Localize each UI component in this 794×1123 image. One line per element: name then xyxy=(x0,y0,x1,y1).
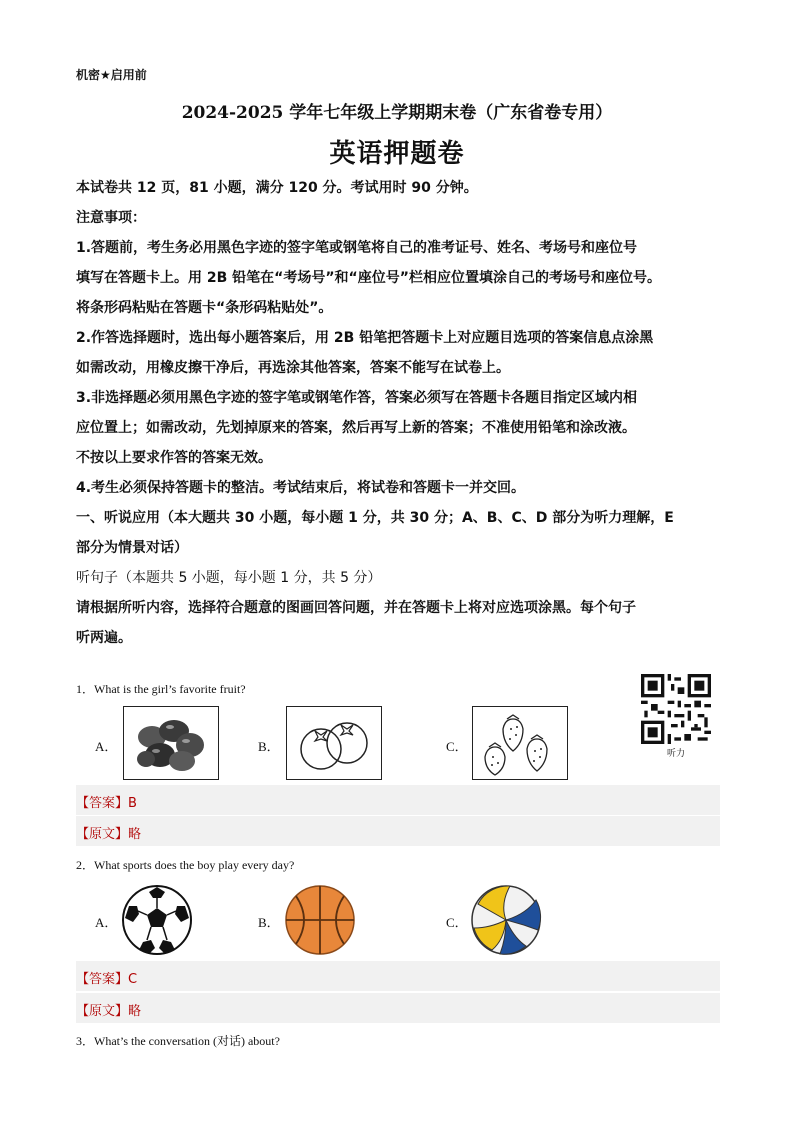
q1-option-c-label[interactable]: C． xyxy=(446,739,468,754)
q2-answer xyxy=(76,968,137,987)
strawberries-icon xyxy=(473,707,567,779)
note-3b: 应位置上；如需改动，先划掉原来的答案，然后再写上新的答案；不准使用铅笔和涂改液。 xyxy=(76,420,636,436)
original-label: 【原文】 xyxy=(76,827,129,842)
q1-option-b-image[interactable] xyxy=(286,706,382,780)
q2-original xyxy=(76,1000,141,1019)
q2-option-a-label[interactable]: A． xyxy=(95,915,118,930)
note-1c: 将条形码粘贴在答题卡“条形码粘贴处”。 xyxy=(76,300,333,316)
q1-option-a-image[interactable] xyxy=(123,706,219,780)
soccer-ball-icon[interactable] xyxy=(121,884,193,956)
q1-answer-band xyxy=(76,785,720,815)
original-value: 略 xyxy=(128,1004,142,1019)
original-label: 【原文】 xyxy=(76,1004,129,1019)
question-2-text: 2．What sports does the boy play every day? xyxy=(76,858,295,872)
note-1b: 填写在答题卡上。用 2B 铅笔在“考场号”和“座位号”栏相应位置填涂自己的考场号和座位号。 xyxy=(76,270,661,286)
q2-option-c-label[interactable]: C． xyxy=(446,915,468,930)
instruction-a: 请根据所听内容，选择符合题意的图画回答问题，并在答题卡上将对应选项涂黑。每个句子 xyxy=(76,600,636,616)
part-title: 听句子（本题共 5 小题，每小题 1 分，共 5 分） xyxy=(76,570,382,586)
answer-label: 【答案】 xyxy=(76,796,129,811)
basketball-icon[interactable] xyxy=(284,884,356,956)
q2-answer-band xyxy=(76,961,720,991)
note-2b: 如需改动，用橡皮擦干净后，再选涂其他答案，答案不能写在试卷上。 xyxy=(76,360,510,376)
instructions-block xyxy=(76,173,736,653)
tomatoes-icon xyxy=(287,707,381,779)
question-3-text: 3．What’s the conversation (对话) about? xyxy=(76,1034,280,1048)
instruction-b: 听两遍。 xyxy=(76,630,132,646)
answer-value: B xyxy=(128,796,137,811)
answer-label: 【答案】 xyxy=(76,972,129,987)
answer-value: C xyxy=(128,972,138,987)
section-title-b: 部分为情景对话） xyxy=(76,540,188,556)
note-2a: 2.作答选择题时，选出每小题答案后，用 2B 铅笔把答题卡上对应题目选项的答案信息点涂黑 xyxy=(76,330,654,346)
q1-option-c-image[interactable] xyxy=(472,706,568,780)
note-4: 4.考生必须保持答题卡的整洁。考试结束后，将试卷和答题卡一并交回。 xyxy=(76,480,526,496)
potatoes-icon xyxy=(124,707,218,779)
qr-label: 听力 xyxy=(666,749,685,759)
q2-option-b-label[interactable]: B． xyxy=(258,915,280,930)
q1-option-b-label[interactable]: B． xyxy=(258,739,280,754)
q1-original-band xyxy=(76,816,720,846)
q1-original xyxy=(76,823,141,842)
question-1-text: 1．What is the girl’s favorite fruit? xyxy=(76,682,246,696)
original-value: 略 xyxy=(128,827,142,842)
note-1a: 1.答题前，考生务必用黑色字迹的签字笔或钢笔将自己的准考证号、姓名、考场号和座位号 xyxy=(76,240,638,256)
qr-code-icon[interactable] xyxy=(641,674,711,744)
q1-answer xyxy=(76,792,137,811)
section-title-a: 一、听说应用（本大题共 30 小题，每小题 1 分，共 30 分；A、B、C、D 部分为听力理解，E xyxy=(76,510,674,526)
confidential-mark: 机密★启用前 xyxy=(76,68,147,82)
exam-info: 本试卷共 12 页，81 小题，满分 120 分。考试用时 90 分钟。 xyxy=(76,180,478,196)
exam-title: 2024-2025 学年七年级上学期期末卷（广东省卷专用） xyxy=(181,103,613,123)
exam-subtitle: 英语押题卷 xyxy=(329,139,465,169)
volleyball-icon[interactable] xyxy=(470,884,542,956)
q1-option-a-label[interactable]: A． xyxy=(95,739,118,754)
notes-title: 注意事项： xyxy=(76,210,146,226)
note-3a: 3.非选择题必须用黑色字迹的签字笔或钢笔作答，答案必须写在答题卡各题目指定区域内相 xyxy=(76,390,638,406)
q2-original-band xyxy=(76,993,720,1023)
note-3c: 不按以上要求作答的答案无效。 xyxy=(76,450,272,466)
